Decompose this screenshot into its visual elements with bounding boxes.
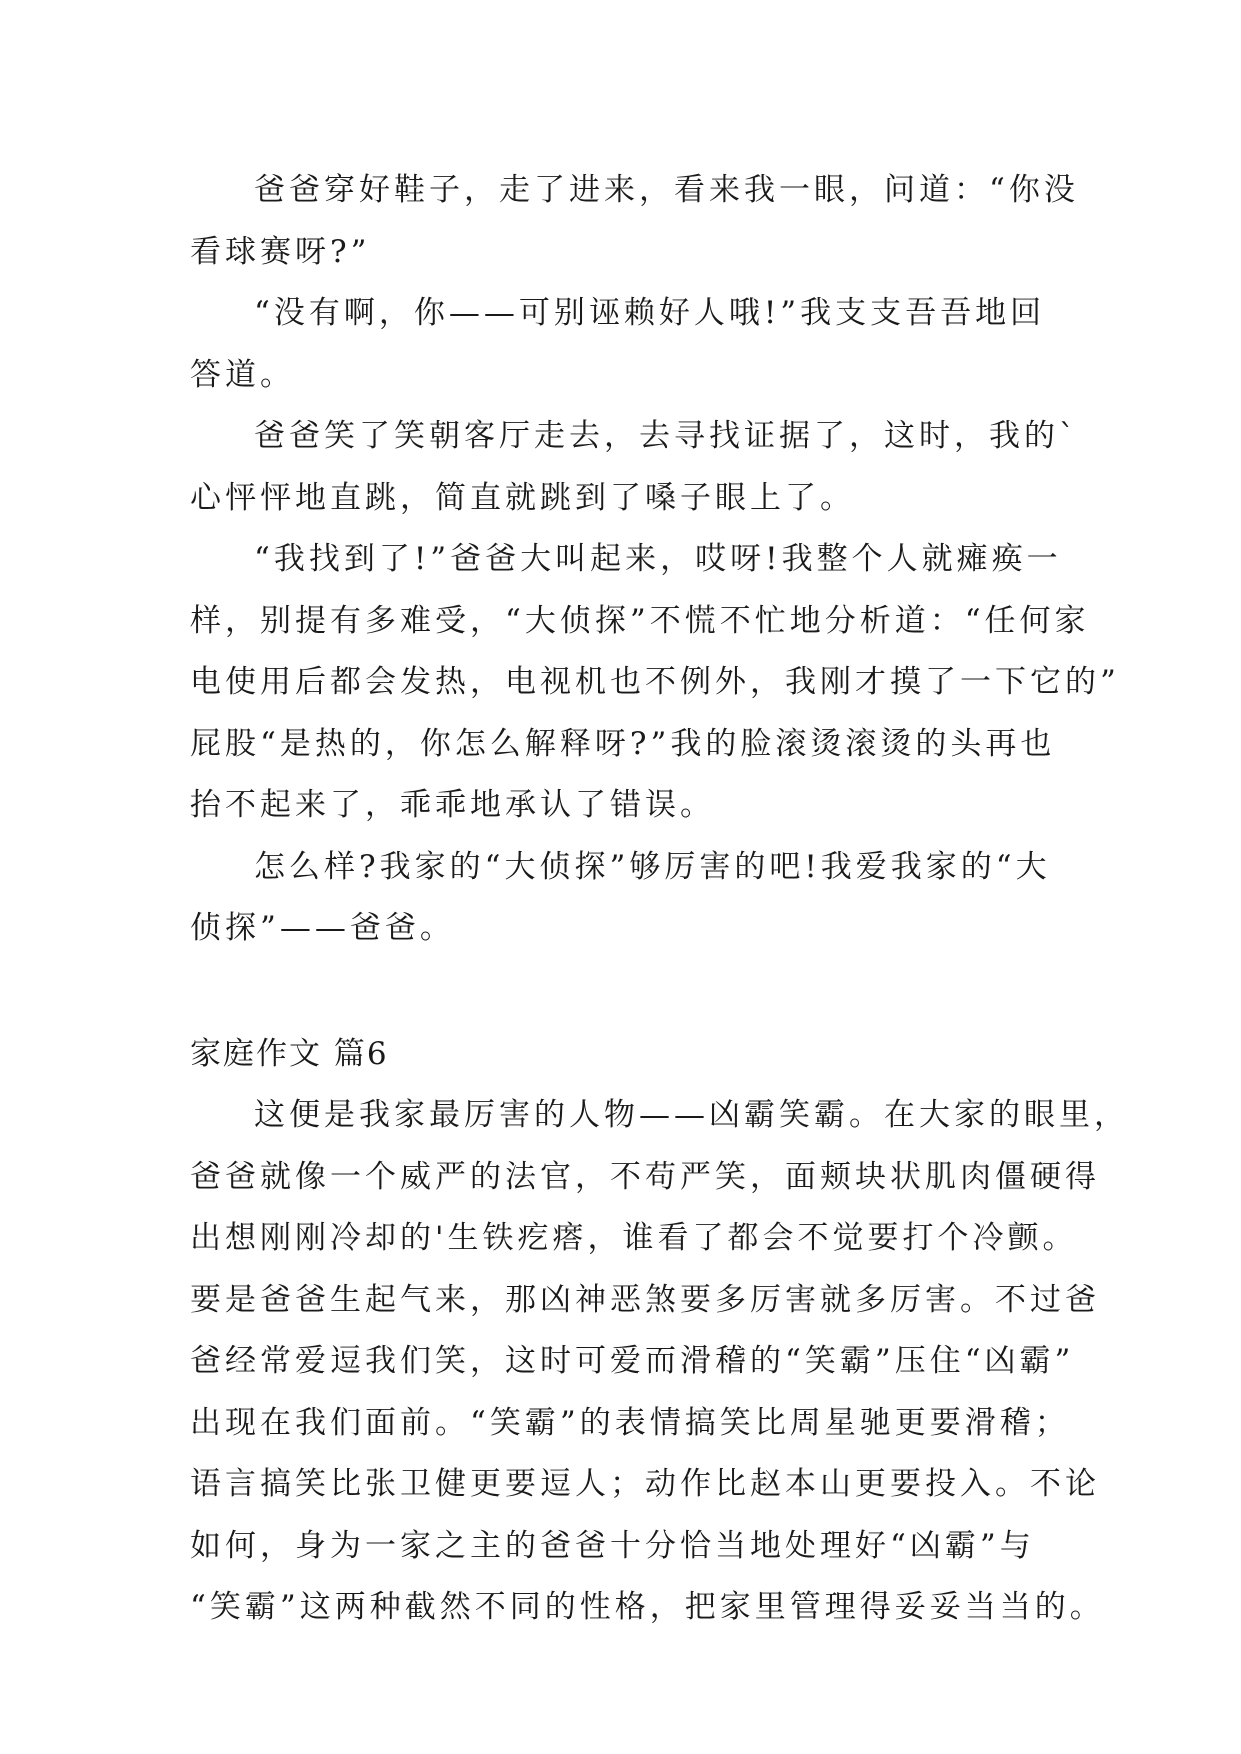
text-line: 爸经常爱逗我们笑，这时可爱而滑稽的“笑霸”压住“凶霸” xyxy=(190,1343,1075,1379)
text-line: “笑霸”这两种截然不同的性格，把家里管理得妥妥当当的。 xyxy=(190,1589,1105,1625)
text-line: 爸爸穿好鞋子，走了进来，看来我一眼，问道：“你没 xyxy=(254,172,1079,208)
section-a xyxy=(190,160,1120,960)
paragraph xyxy=(190,406,1079,529)
text-line: 抬不起来了，乖乖地承认了错误。 xyxy=(190,787,715,823)
text-line: “没有啊，你——可别诬赖好人哦!”我支支吾吾地回 xyxy=(254,295,1046,331)
text-line: 样，别提有多难受，“大侦探”不慌不忙地分析道：“任何家 xyxy=(190,602,1090,639)
paragraph xyxy=(190,837,1052,960)
section-heading: 家庭作文 篇6 xyxy=(190,1035,389,1072)
text-line: 出现在我们面前。“笑霸”的表情搞笑比周星驰更要滑稽； xyxy=(190,1404,1070,1441)
text-line: 心怦怦地直跳，简直就跳到了嗓子眼上了。 xyxy=(190,479,855,516)
paragraph xyxy=(190,1085,1129,1639)
text-line: 如何，身为一家之主的爸爸十分恰当地处理好“凶霸”与 xyxy=(190,1527,1035,1564)
text-line: 答道。 xyxy=(190,356,295,393)
text-line: 出想刚刚冷却的'生铁疙瘩，谁看了都会不觉要打个冷颤。 xyxy=(190,1220,1078,1256)
paragraph xyxy=(190,529,1120,837)
text-line: 这便是我家最厉害的人物——凶霸笑霸。在大家的眼里， xyxy=(254,1097,1129,1133)
paragraph xyxy=(190,160,1079,283)
text-line: 语言搞笑比张卫健更要逗人；动作比赵本山更要投入。不论 xyxy=(190,1466,1100,1502)
text-line: 怎么样?我家的“大侦探”够厉害的吧!我爱我家的“大 xyxy=(254,848,1051,885)
paragraph xyxy=(190,283,1052,406)
document-page xyxy=(190,160,1129,1639)
text-line: 侦探”——爸爸。 xyxy=(190,910,455,946)
text-line: 屁股“是热的，你怎么解释呀?”我的脸滚烫滚烫的头再也 xyxy=(190,725,1056,762)
text-line: 看球赛呀?” xyxy=(190,233,371,270)
text-line: 爸爸就像一个威严的法官，不苟严笑，面颊块状肌肉僵硬得 xyxy=(190,1158,1100,1195)
section-gap xyxy=(190,960,1052,1024)
text-line: “我找到了!”爸爸大叫起来，哎呀!我整个人就瘫痪一 xyxy=(254,541,1062,577)
text-line: 电使用后都会发热，电视机也不例外，我刚才摸了一下它的” xyxy=(190,664,1120,700)
section-b xyxy=(190,1024,1129,1639)
text-line: 要是爸爸生起气来，那凶神恶煞要多厉害就多厉害。不过爸 xyxy=(190,1281,1100,1318)
text-line: 爸爸笑了笑朝客厅走去，去寻找证据了，这时，我的` xyxy=(254,418,1079,454)
